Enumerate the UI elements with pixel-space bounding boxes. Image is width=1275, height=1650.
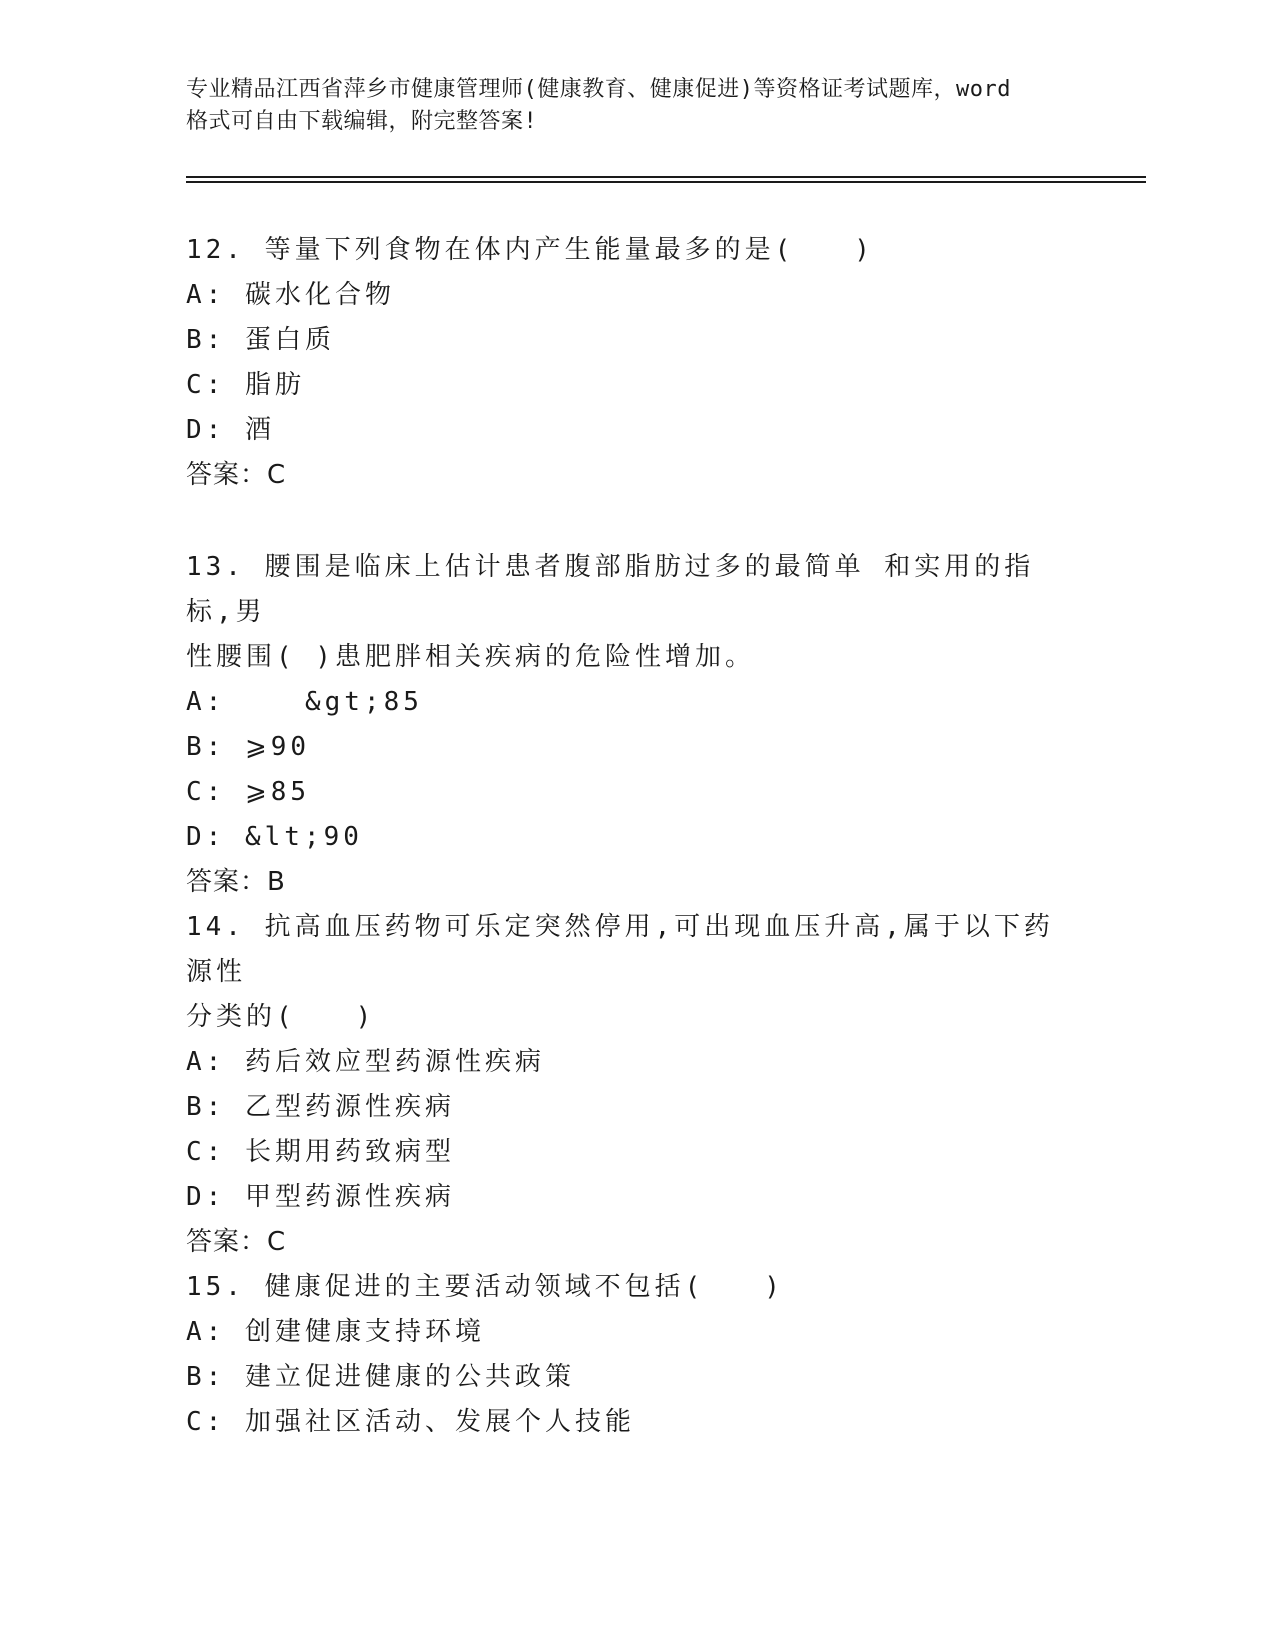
header-line-1: 专业精品江西省萍乡市健康管理师(健康教育、健康促进)等资格证考试题库，word xyxy=(186,77,1011,102)
header-divider-top xyxy=(186,176,1146,178)
question-14 xyxy=(186,905,1066,1265)
document-header xyxy=(186,74,1106,138)
answer: 答案：C xyxy=(186,1227,287,1257)
answer: 答案：C xyxy=(186,460,287,490)
header-line-2: 格式可自由下载编辑，附完整答案! xyxy=(186,109,538,134)
option-a: A: 创建健康支持环境 xyxy=(186,1317,485,1347)
question-stem-line-2: 性腰围( )患肥胖相关疾病的危险性增加。 xyxy=(186,642,755,672)
question-15 xyxy=(186,1265,1066,1445)
question-12 xyxy=(186,228,1066,498)
question-stem-line-1: 14. 抗高血压药物可乐定突然停用,可出现血压升高,属于以下药源性 xyxy=(186,912,1054,987)
option-a: A: 碳水化合物 xyxy=(186,280,395,310)
option-c: C: 加强社区活动、发展个人技能 xyxy=(186,1407,635,1437)
header-divider-bottom xyxy=(186,181,1146,183)
option-a: A: &gt;85 xyxy=(186,687,423,717)
option-b: B: ⩾90 xyxy=(186,732,311,762)
option-c: C: 长期用药致病型 xyxy=(186,1137,455,1167)
question-stem-line-2: 分类的( ) xyxy=(186,1002,376,1032)
option-d: D: 酒 xyxy=(186,415,275,445)
option-d: D: 甲型药源性疾病 xyxy=(186,1182,455,1212)
question-stem: 12. 等量下列食物在体内产生能量最多的是( ) xyxy=(186,235,874,265)
question-stem-line-1: 13. 腰围是临床上估计患者腹部脂肪过多的最简单 和实用的指标,男 xyxy=(186,552,1035,627)
answer: 答案：B xyxy=(186,867,286,897)
option-b: B: 乙型药源性疾病 xyxy=(186,1092,455,1122)
question-stem: 15. 健康促进的主要活动领域不包括( ) xyxy=(186,1272,784,1302)
option-d: D: &lt;90 xyxy=(186,822,363,852)
option-c: C: 脂肪 xyxy=(186,370,305,400)
option-b: B: 蛋白质 xyxy=(186,325,335,355)
option-a: A: 药后效应型药源性疾病 xyxy=(186,1047,545,1077)
question-13 xyxy=(186,545,1066,905)
option-b: B: 建立促进健康的公共政策 xyxy=(186,1362,575,1392)
option-c: C: ⩾85 xyxy=(186,777,311,807)
